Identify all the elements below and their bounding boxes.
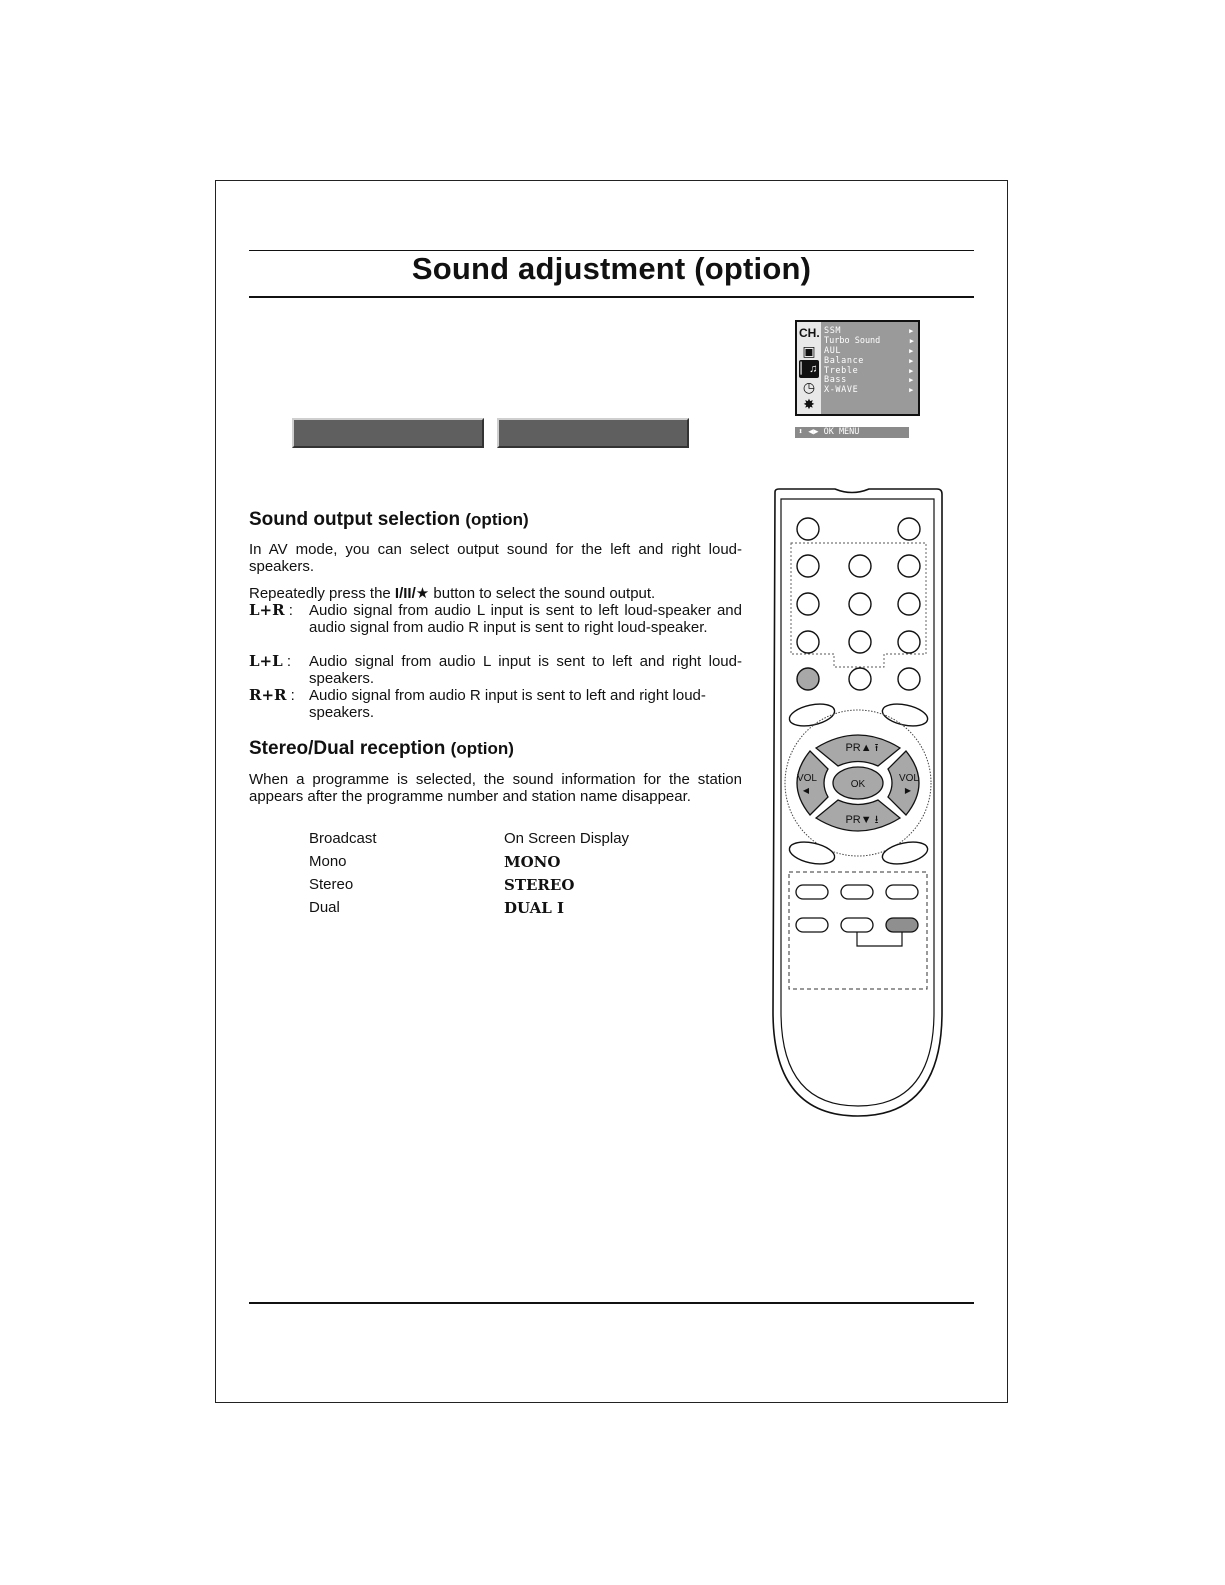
stereo-dual-heading: Stereo/Dual reception (option) xyxy=(249,738,514,759)
number-button xyxy=(797,631,819,653)
highlighted-function-button xyxy=(886,918,918,932)
table-row-osd: STEREO xyxy=(504,876,575,894)
timer-icon: ◷ xyxy=(802,379,816,395)
definition-rr: R+R : Audio signal from audio R input is sent to left and right loud-speakers. xyxy=(249,686,706,721)
osd-menu-items xyxy=(824,326,916,395)
number-button xyxy=(797,555,819,577)
remote-control xyxy=(760,485,950,1120)
stereo-dual-intro: When a programme is selected, the sound information for the station appears after the programme number and station name disappear. xyxy=(249,771,742,805)
number-button xyxy=(898,555,920,577)
chevron-right-icon: ▶ xyxy=(909,336,914,345)
special-icon: ✸ xyxy=(803,396,815,412)
osd-hint-bar: ⬍ ◀▶ OK MENU xyxy=(795,427,909,438)
chevron-right-icon: ▶ xyxy=(909,386,914,395)
function-button xyxy=(796,885,828,899)
remote-body xyxy=(773,489,942,1116)
gray-bar-left xyxy=(292,418,484,448)
pr-up-label: PR▲ ⭱ xyxy=(845,742,879,754)
osd-menu-sidebar xyxy=(797,322,821,414)
osd-menu xyxy=(795,320,920,416)
ok-label: OK xyxy=(850,779,866,790)
table-row-osd: DUAL I xyxy=(504,899,565,917)
number-button xyxy=(898,631,920,653)
chevron-right-icon: ▶ xyxy=(909,356,914,365)
sound-output-instruction: Repeatedly press the I/II/★ button to select the sound output. xyxy=(249,585,656,602)
definition-lr: L+R : Audio signal from audio L input is sent to left loud-speaker and audio signal from audio R input is sent to right loud-speaker. xyxy=(249,601,742,636)
table-row-broadcast: Stereo xyxy=(309,876,354,893)
osd-item-turbo-sound[interactable]: Turbo Sound ▶ xyxy=(824,335,914,346)
vol-left-arrow-icon: ◀ xyxy=(802,786,810,795)
table-row-osd: MONO xyxy=(504,853,561,871)
channel-icon: CH. xyxy=(799,326,820,340)
function-button xyxy=(841,918,873,932)
osd-item-bass[interactable]: Bass ▶ xyxy=(824,375,914,386)
chevron-right-icon: ▶ xyxy=(909,327,914,335)
function-button xyxy=(886,885,918,899)
chevron-right-icon: ▶ xyxy=(909,346,914,355)
chevron-right-icon: ▶ xyxy=(909,366,914,375)
number-button xyxy=(849,555,871,577)
number-button xyxy=(849,631,871,653)
number-button xyxy=(797,593,819,615)
table-header-osd: On Screen Display xyxy=(504,830,630,847)
sound-icon: ▏♫ xyxy=(799,360,819,378)
sound-output-intro: In AV mode, you can select output sound for the left and right loud-speakers. xyxy=(249,541,742,575)
sound-output-heading: Sound output selection (option) xyxy=(249,509,529,530)
osd-item-balance[interactable]: Balance ▶ xyxy=(824,355,914,366)
dual-sound-button xyxy=(797,668,819,690)
chevron-right-icon: ▶ xyxy=(909,376,914,385)
osd-item-x-wave[interactable]: X-WAVE ▶ xyxy=(824,385,914,396)
mute-button xyxy=(898,518,920,540)
pr-down-label: PR▼ ⭳ xyxy=(845,814,879,826)
number-button xyxy=(849,593,871,615)
gray-bar-right xyxy=(497,418,689,448)
function-button xyxy=(796,918,828,932)
number-button xyxy=(898,593,920,615)
table-header-broadcast: Broadcast xyxy=(309,830,377,847)
picture-icon: ▣ xyxy=(802,343,816,359)
table-row-broadcast: Dual xyxy=(309,899,340,916)
page-title: Sound adjustment (option) xyxy=(411,251,812,286)
definition-ll: L+L : Audio signal from audio L input is sent to left and right loud-speakers. xyxy=(249,652,742,687)
osd-item-aul[interactable]: AUL ▶ xyxy=(824,345,914,356)
table-row-broadcast: Mono xyxy=(309,853,347,870)
function-button xyxy=(841,885,873,899)
osd-item-treble[interactable]: Treble ▶ xyxy=(824,365,914,376)
osd-item-ssm[interactable]: SSM ▶ xyxy=(824,326,914,336)
title-rule-bottom xyxy=(249,296,974,298)
vol-right-arrow-icon: ▶ xyxy=(904,786,912,795)
number-button xyxy=(898,668,920,690)
footer-rule xyxy=(249,1302,974,1304)
vol-left-label: VOL xyxy=(796,773,818,784)
power-button xyxy=(797,518,819,540)
dual-button-label: I/II/★ xyxy=(394,585,430,602)
number-button xyxy=(849,668,871,690)
vol-right-label: VOL xyxy=(898,773,920,784)
